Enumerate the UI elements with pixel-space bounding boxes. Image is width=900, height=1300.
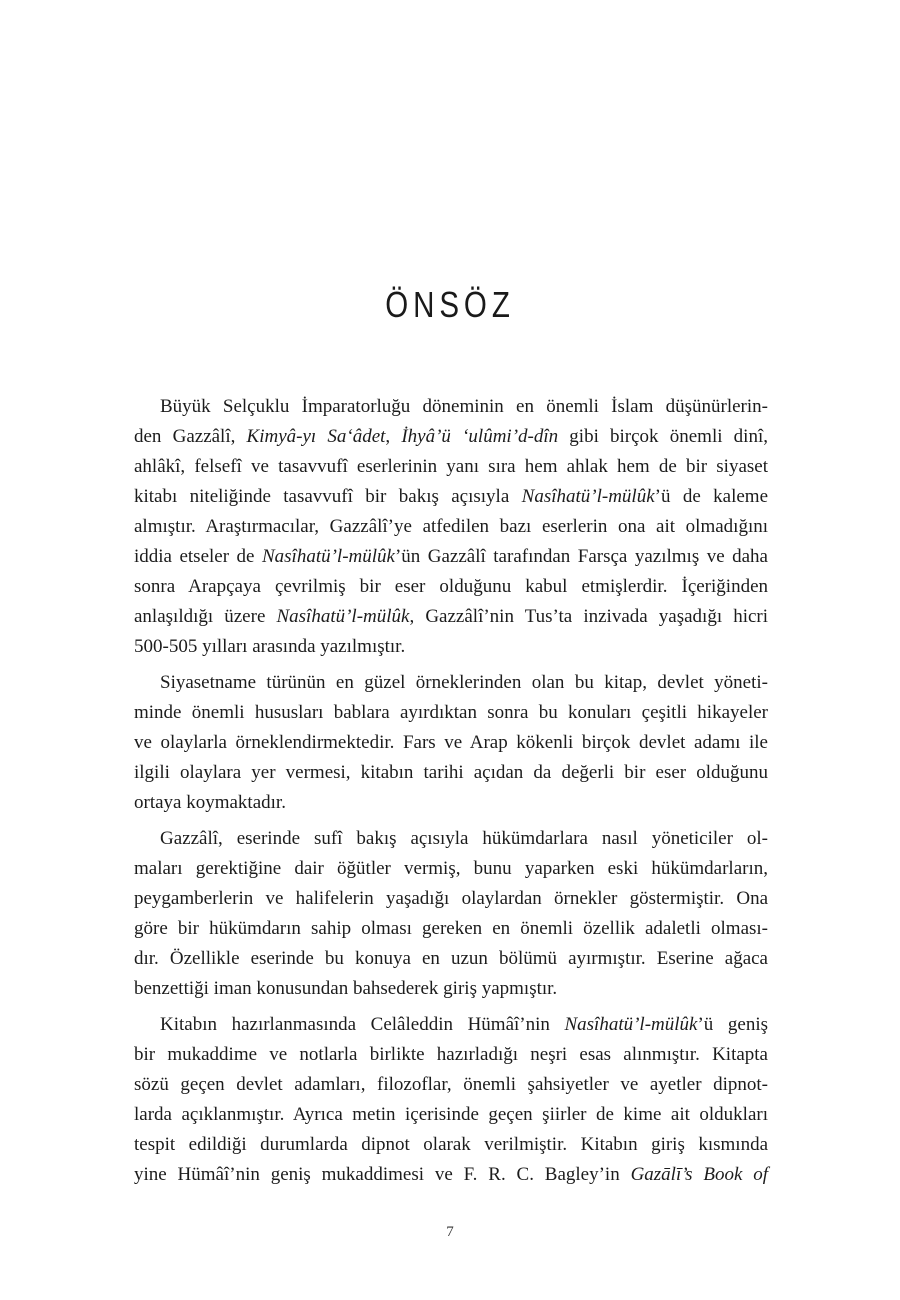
text-run: ’ün Gazzâlî tarafından Farsça yazılmış ve daha xyxy=(394,546,768,567)
text-line xyxy=(134,668,768,698)
text-line xyxy=(134,788,768,818)
text-run: , Gazzâlî’nin Tus’ta inzivada yaşadığı hicri xyxy=(409,606,769,627)
text-run: bir mukaddime ve notlarla birlikte hazırladığı neşri esas alınmıştır. Kitapta xyxy=(134,1044,768,1065)
page-number: 7 xyxy=(446,1224,454,1240)
text-line xyxy=(134,974,768,1004)
text-run: dır. Özellikle eserinde bu konuya en uzun bölümü ayırmıştır. Eserine ağaca xyxy=(134,948,768,969)
text-run: peygamberlerin ve halifelerin yaşadığı olaylardan örnekler göstermiştir. Ona xyxy=(134,888,768,909)
text-line xyxy=(134,392,768,422)
paragraph xyxy=(134,668,768,818)
text-run: sonra Arapçaya çevrilmiş bir eser olduğunu kabul etmişlerdir. İçeriğinden xyxy=(134,576,768,597)
preface-body xyxy=(134,392,768,1190)
text-line xyxy=(134,482,768,512)
paragraph xyxy=(134,392,768,662)
text-line xyxy=(134,728,768,758)
text-run: ’ü de kaleme xyxy=(654,486,768,507)
text-run: ’ü geniş xyxy=(697,1014,769,1035)
text-run: benzettiği iman konusundan bahsederek giriş yapmıştır. xyxy=(134,978,558,999)
text-line xyxy=(134,572,768,602)
text-line xyxy=(134,884,768,914)
paragraph xyxy=(134,1010,768,1190)
italic-title: İhyâ’ü ‘ulûmi’d-dîn xyxy=(401,426,559,447)
text-run: iddia etseler de xyxy=(134,546,262,567)
text-line xyxy=(134,1100,768,1130)
text-line xyxy=(134,422,768,452)
text-run: tespit edildiği durumlarda dipnot olarak verilmiştir. Kitabın giriş kısmında xyxy=(134,1134,768,1155)
text-line xyxy=(134,1040,768,1070)
text-run: , xyxy=(385,426,402,447)
text-run: Gazzâlî, eserinde sufî bakış açısıyla hükümdarlara nasıl yöneticiler ol- xyxy=(160,828,768,849)
text-line xyxy=(134,1070,768,1100)
text-run: ilgili olaylara yer vermesi, kitabın tarihi açıdan da değerli bir eser olduğunu xyxy=(134,762,768,783)
text-line xyxy=(134,944,768,974)
italic-title: Nasîhatü’l-mülûk xyxy=(261,546,395,567)
text-run: den Gazzâlî, xyxy=(134,426,247,447)
text-run: ve olaylarla örneklendirmektedir. Fars ve Arap kökenli birçok devlet adamı ile xyxy=(134,732,768,753)
text-run: ortaya koymaktadır. xyxy=(134,792,286,813)
text-run: kitabı niteliğinde tasavvufî bir bakış açısıyla xyxy=(134,486,522,507)
italic-title: Nasîhatü’l-mülûk xyxy=(276,606,410,627)
text-line xyxy=(134,914,768,944)
text-line xyxy=(134,1160,768,1190)
text-run: göre bir hükümdarın sahip olması gereken en önemli özellik adaletli olması- xyxy=(134,918,768,939)
italic-title: Kimyâ-yı Sa‘âdet xyxy=(246,426,386,447)
page-title: ÖNSÖZ xyxy=(385,284,515,325)
text-run: ahlâkî, felsefî ve tasavvufî eserlerinin yanı sıra hem ahlak hem de bir siyaset xyxy=(134,456,768,477)
text-line xyxy=(134,542,768,572)
text-run: Kitabın hazırlanmasında Celâleddin Hümâî’nin xyxy=(160,1014,565,1035)
text-run: 500-505 yılları arasında yazılmıştır. xyxy=(134,636,406,657)
text-line xyxy=(134,698,768,728)
text-line xyxy=(134,512,768,542)
text-line xyxy=(134,824,768,854)
text-run: minde önemli hususları bablara ayırdıktan sonra bu konuları çeşitli hikayeler xyxy=(134,702,768,723)
text-run: gibi birçok önemli dinî, xyxy=(558,426,768,447)
text-run: maları gerektiğine dair öğütler vermiş, bunu yaparken eski hükümdarların, xyxy=(134,858,768,879)
text-line xyxy=(134,854,768,884)
text-line xyxy=(134,1010,768,1040)
text-line xyxy=(134,1130,768,1160)
text-run: Büyük Selçuklu İmparatorluğu döneminin en önemli İslam düşünürlerin- xyxy=(160,396,768,417)
italic-title: Gazālī’s Book of xyxy=(630,1164,769,1185)
text-run: larda açıklanmıştır. Ayrıca metin içerisinde geçen şiirler de kime ait oldukları xyxy=(134,1104,768,1125)
text-run: Siyasetname türünün en güzel örneklerinden olan bu kitap, devlet yöneti- xyxy=(160,672,768,693)
text-line xyxy=(134,632,768,662)
text-line xyxy=(134,758,768,788)
text-run: almıştır. Araştırmacılar, Gazzâlî’ye atfedilen bazı eserlerin ona ait olmadığını xyxy=(134,516,768,537)
text-run: anlaşıldığı üzere xyxy=(134,606,277,627)
paragraph xyxy=(134,824,768,1004)
text-run: sözü geçen devlet adamları, filozoflar, önemli şahsiyetler ve ayetler dipnot- xyxy=(134,1074,768,1095)
text-line xyxy=(134,452,768,482)
italic-title: Nasîhatü’l-mülûk xyxy=(564,1014,698,1035)
text-run: yine Hümâî’nin geniş mukaddimesi ve F. R. C. Bagley’in xyxy=(134,1164,631,1185)
italic-title: Nasîhatü’l-mülûk xyxy=(521,486,655,507)
text-line xyxy=(134,602,768,632)
